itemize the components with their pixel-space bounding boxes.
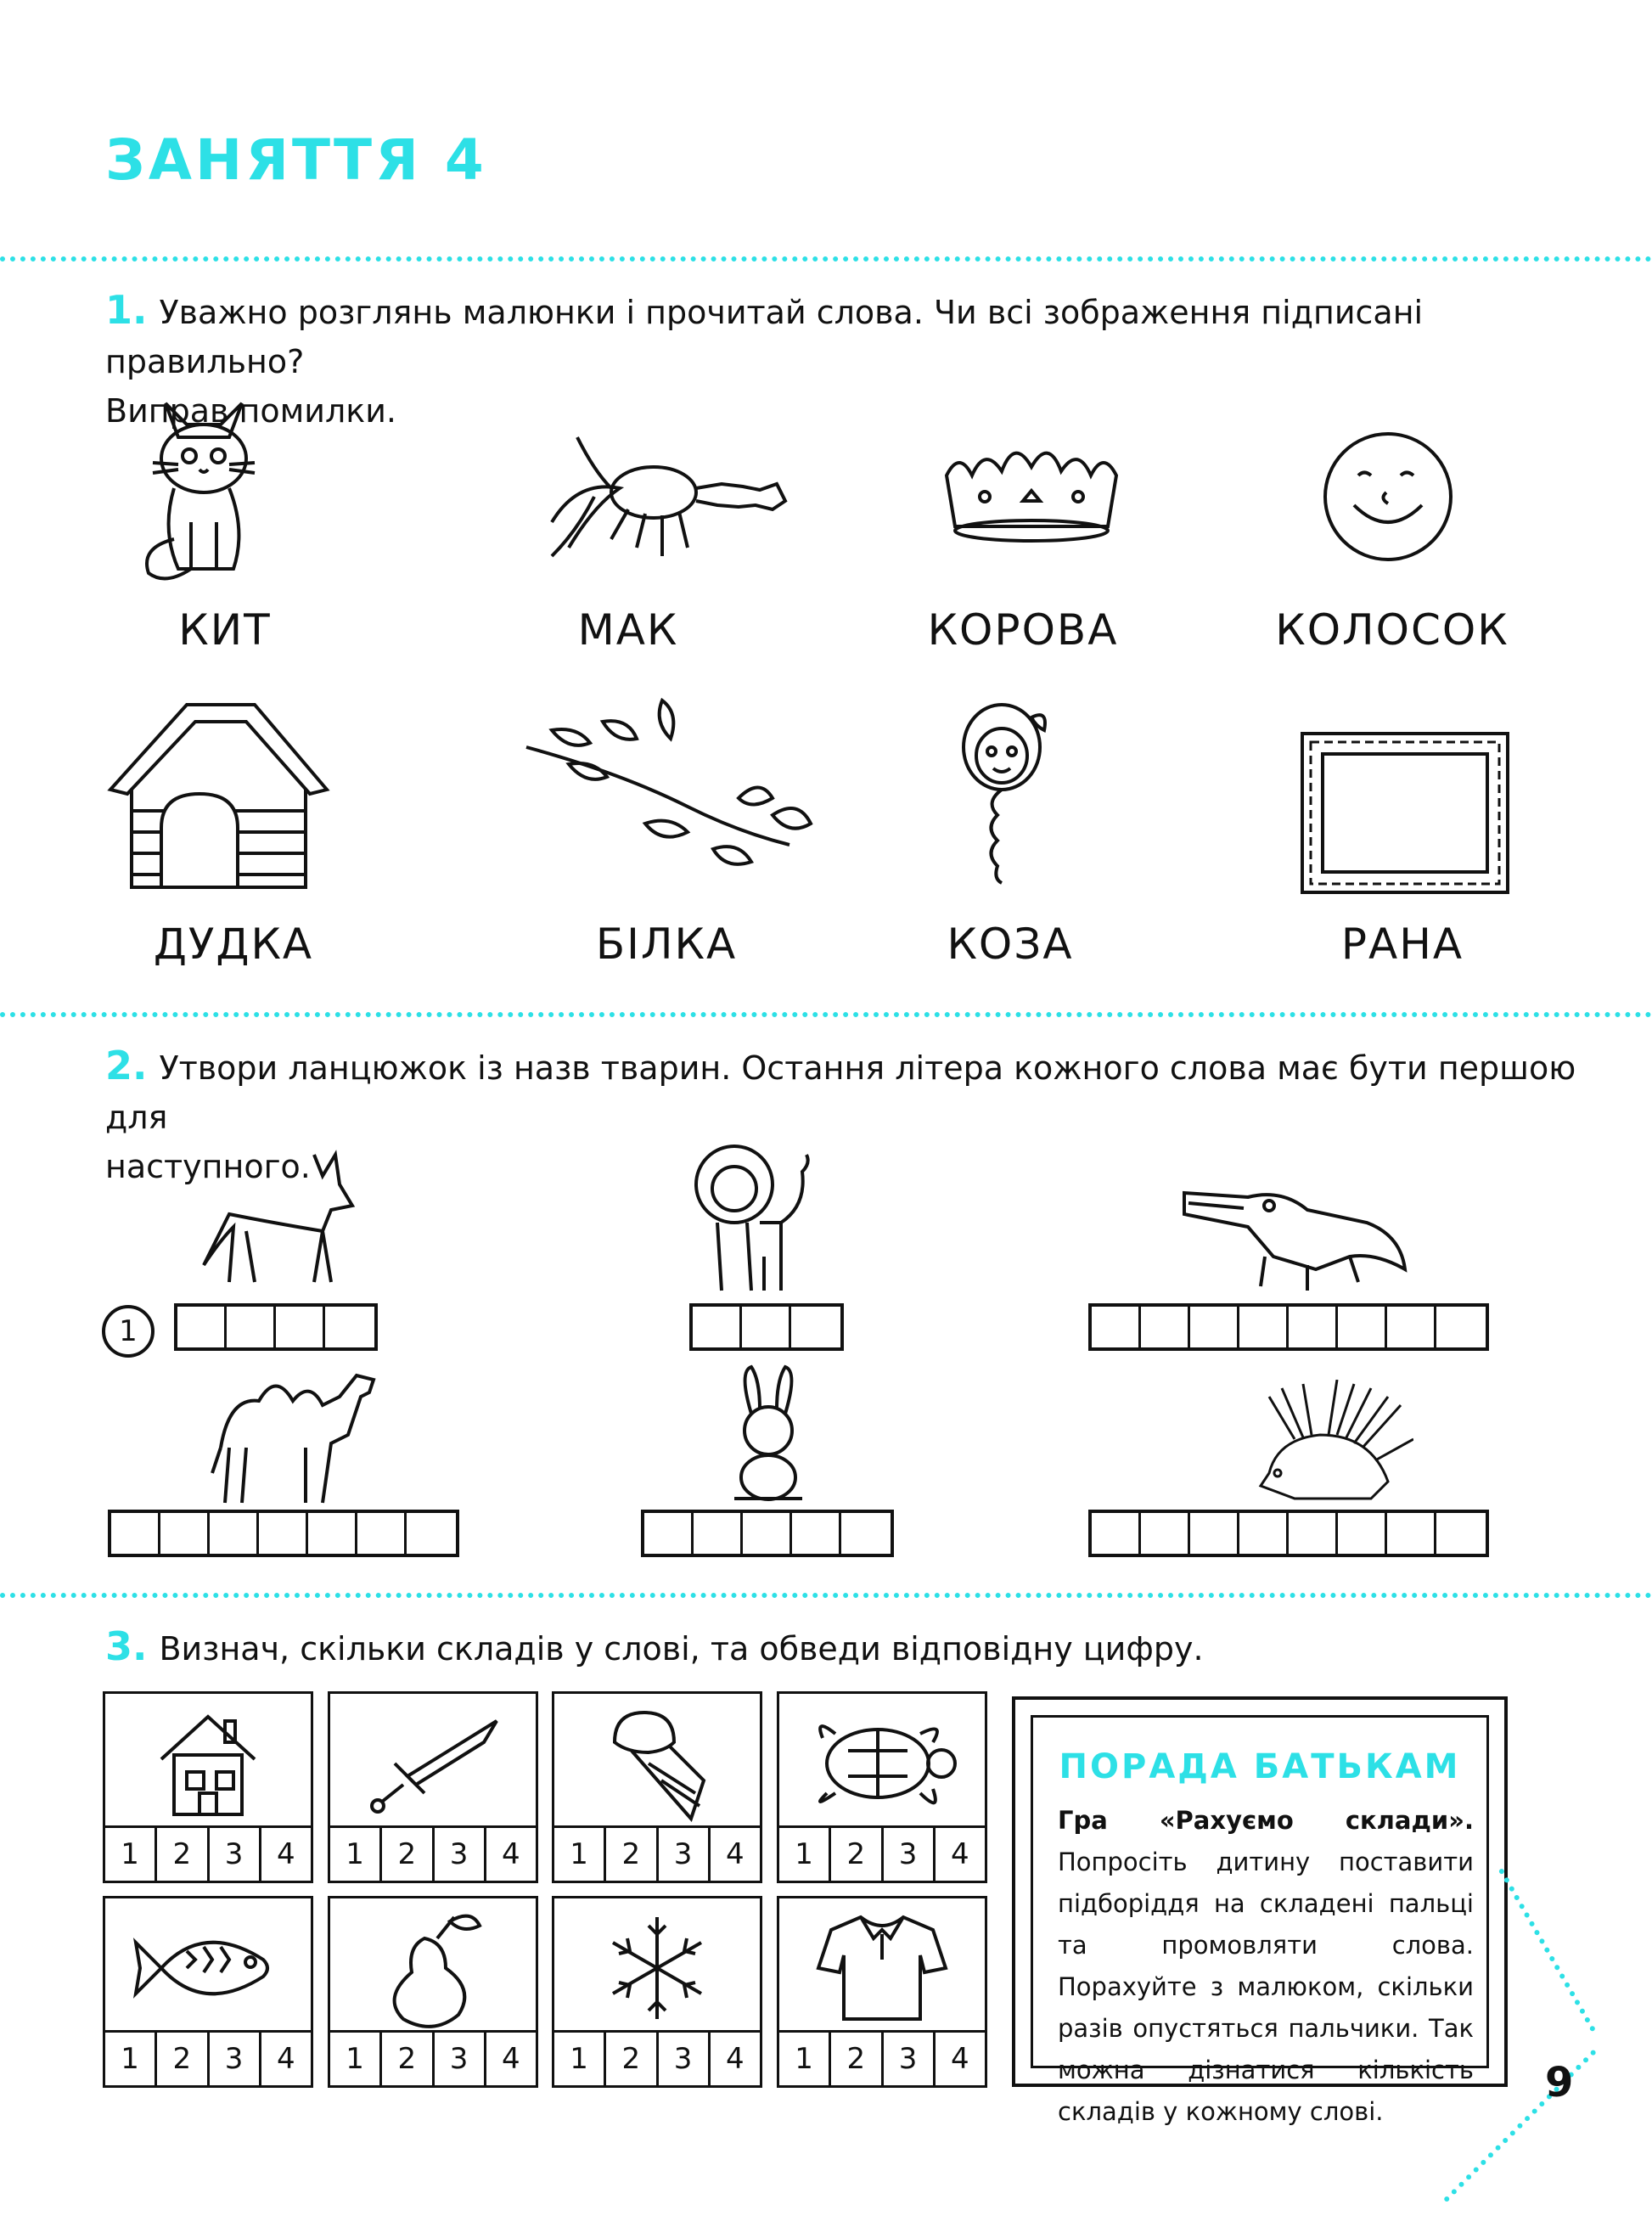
digit[interactable]: 3 <box>884 2033 936 2085</box>
digit[interactable]: 3 <box>210 1828 261 1881</box>
digit[interactable]: 2 <box>382 2033 434 2085</box>
turtle-icon <box>797 1700 967 1827</box>
digit[interactable]: 3 <box>659 1828 711 1881</box>
task1-text-line1: Уважно розглянь малюнки і прочитай слова. Чи всі зображення підписані правильно? <box>105 294 1424 380</box>
page-number: 9 <box>1545 2059 1574 2106</box>
digit[interactable]: 1 <box>779 2033 831 2085</box>
task2-number: 2. <box>105 1043 148 1088</box>
syllable-card <box>328 1691 538 1883</box>
word-label: КОРОВА <box>927 605 1119 655</box>
digit[interactable]: 3 <box>884 1828 936 1881</box>
cat-icon <box>140 386 267 590</box>
sword-icon <box>357 1704 509 1823</box>
digit[interactable]: 1 <box>554 1828 606 1881</box>
digit[interactable]: 3 <box>210 2033 261 2085</box>
corner-decoration <box>1498 1868 1596 2033</box>
digit[interactable]: 1 <box>554 2033 606 2085</box>
syllable-card <box>552 1691 762 1883</box>
tip-game-name: Гра «Рахуємо склади». <box>1058 1806 1474 1835</box>
tip-text <box>1058 1800 1474 2133</box>
digit[interactable]: 1 <box>105 2033 157 2085</box>
crocodile-icon <box>1180 1176 1409 1295</box>
house-icon <box>149 1704 267 1823</box>
task1-number: 1. <box>105 287 148 333</box>
digit[interactable]: 1 <box>105 1828 157 1881</box>
letter-cells[interactable] <box>1088 1303 1489 1351</box>
girl-braid-icon <box>951 700 1053 887</box>
digit[interactable]: 2 <box>606 2033 658 2085</box>
camel-icon <box>195 1363 382 1507</box>
branch-icon <box>518 696 823 875</box>
digit[interactable]: 1 <box>330 2033 382 2085</box>
task3-text: Визнач, скільки складів у слові, та обведи відповідну цифру. <box>159 1630 1204 1668</box>
lesson-title: ЗАНЯТТЯ 4 <box>105 127 487 193</box>
syllable-card <box>328 1896 538 2088</box>
task3-instructions <box>105 1622 1582 1673</box>
letter-cells[interactable] <box>1088 1510 1489 1557</box>
porcupine-icon <box>1244 1380 1413 1511</box>
task2-text-line1: Утвори ланцюжок із назв тварин. Остання літера кожного слова має бути першою для <box>105 1049 1576 1136</box>
syllable-card <box>777 1896 987 2088</box>
shirt-icon <box>814 1909 950 2028</box>
lion-icon <box>688 1138 815 1295</box>
task1-instructions <box>105 285 1582 436</box>
letter-cells[interactable] <box>641 1510 894 1557</box>
rabbit-icon <box>722 1363 815 1503</box>
digit[interactable]: 3 <box>435 2033 486 2085</box>
word-label: РАНА <box>1340 920 1464 969</box>
digit[interactable]: 4 <box>951 2042 969 2076</box>
snowflake-icon <box>602 1913 712 2023</box>
digit[interactable]: 3 <box>659 2033 711 2085</box>
tip-title: ПОРАДА БАТЬКАМ <box>1059 1747 1461 1786</box>
digit[interactable]: 3 <box>435 1828 486 1881</box>
digit[interactable]: 4 <box>502 1837 520 1871</box>
task3-number: 3. <box>105 1623 148 1669</box>
digit[interactable]: 4 <box>726 1837 745 1871</box>
letter-cells[interactable] <box>108 1510 459 1557</box>
digit[interactable]: 4 <box>726 2042 745 2076</box>
syllable-card <box>552 1896 762 2088</box>
pear-icon <box>374 1904 492 2032</box>
divider <box>0 1012 1652 1017</box>
word-label: БІЛКА <box>595 920 738 969</box>
smiley-ball-icon <box>1320 429 1456 565</box>
parent-tip-box <box>1012 1696 1508 2126</box>
digit[interactable]: 2 <box>157 2033 209 2085</box>
digit[interactable]: 2 <box>157 1828 209 1881</box>
letter-cells[interactable] <box>174 1303 378 1351</box>
digit[interactable]: 4 <box>951 1837 969 1871</box>
digit[interactable]: 2 <box>831 1828 883 1881</box>
icecream-icon <box>598 1700 716 1827</box>
word-label: КОЛОСОК <box>1275 605 1509 655</box>
word-label: ДУДКА <box>153 920 314 969</box>
word-label: КИТ <box>178 605 272 655</box>
task1-text-line2: Виправ помилки. <box>105 392 396 430</box>
crayfish-icon <box>543 420 789 573</box>
frame-icon <box>1299 730 1511 896</box>
syllable-card <box>103 1691 313 1883</box>
syllable-card <box>103 1896 313 2088</box>
divider <box>0 1593 1652 1598</box>
fish-icon <box>127 1913 289 2023</box>
digit[interactable]: 2 <box>382 1828 434 1881</box>
task2-text-line2: наступного. <box>105 1148 311 1185</box>
word-label: КОЗА <box>947 920 1074 969</box>
crown-icon <box>934 433 1129 552</box>
tip-body: Попросіть дитину поставити підборіддя на складені пальці та промовляти слова. Порахуйте з малюком, скільки разів опустяться пальчики. Так можна дізнатися кількість складів у кожному слові. <box>1058 1848 1474 2126</box>
digit[interactable]: 2 <box>606 1828 658 1881</box>
doghouse-icon <box>106 692 331 896</box>
chain-start-marker: 1 <box>102 1305 155 1358</box>
syllable-card <box>777 1691 987 1883</box>
digit[interactable]: 2 <box>831 2033 883 2085</box>
digit[interactable]: 4 <box>502 2042 520 2076</box>
divider <box>0 256 1652 262</box>
digit[interactable]: 4 <box>277 1837 295 1871</box>
letter-cells[interactable] <box>689 1303 844 1351</box>
word-label: МАК <box>577 605 679 655</box>
digit[interactable]: 4 <box>277 2042 295 2076</box>
digit[interactable]: 1 <box>779 1828 831 1881</box>
digit[interactable]: 1 <box>330 1828 382 1881</box>
wolf-icon <box>195 1146 365 1291</box>
